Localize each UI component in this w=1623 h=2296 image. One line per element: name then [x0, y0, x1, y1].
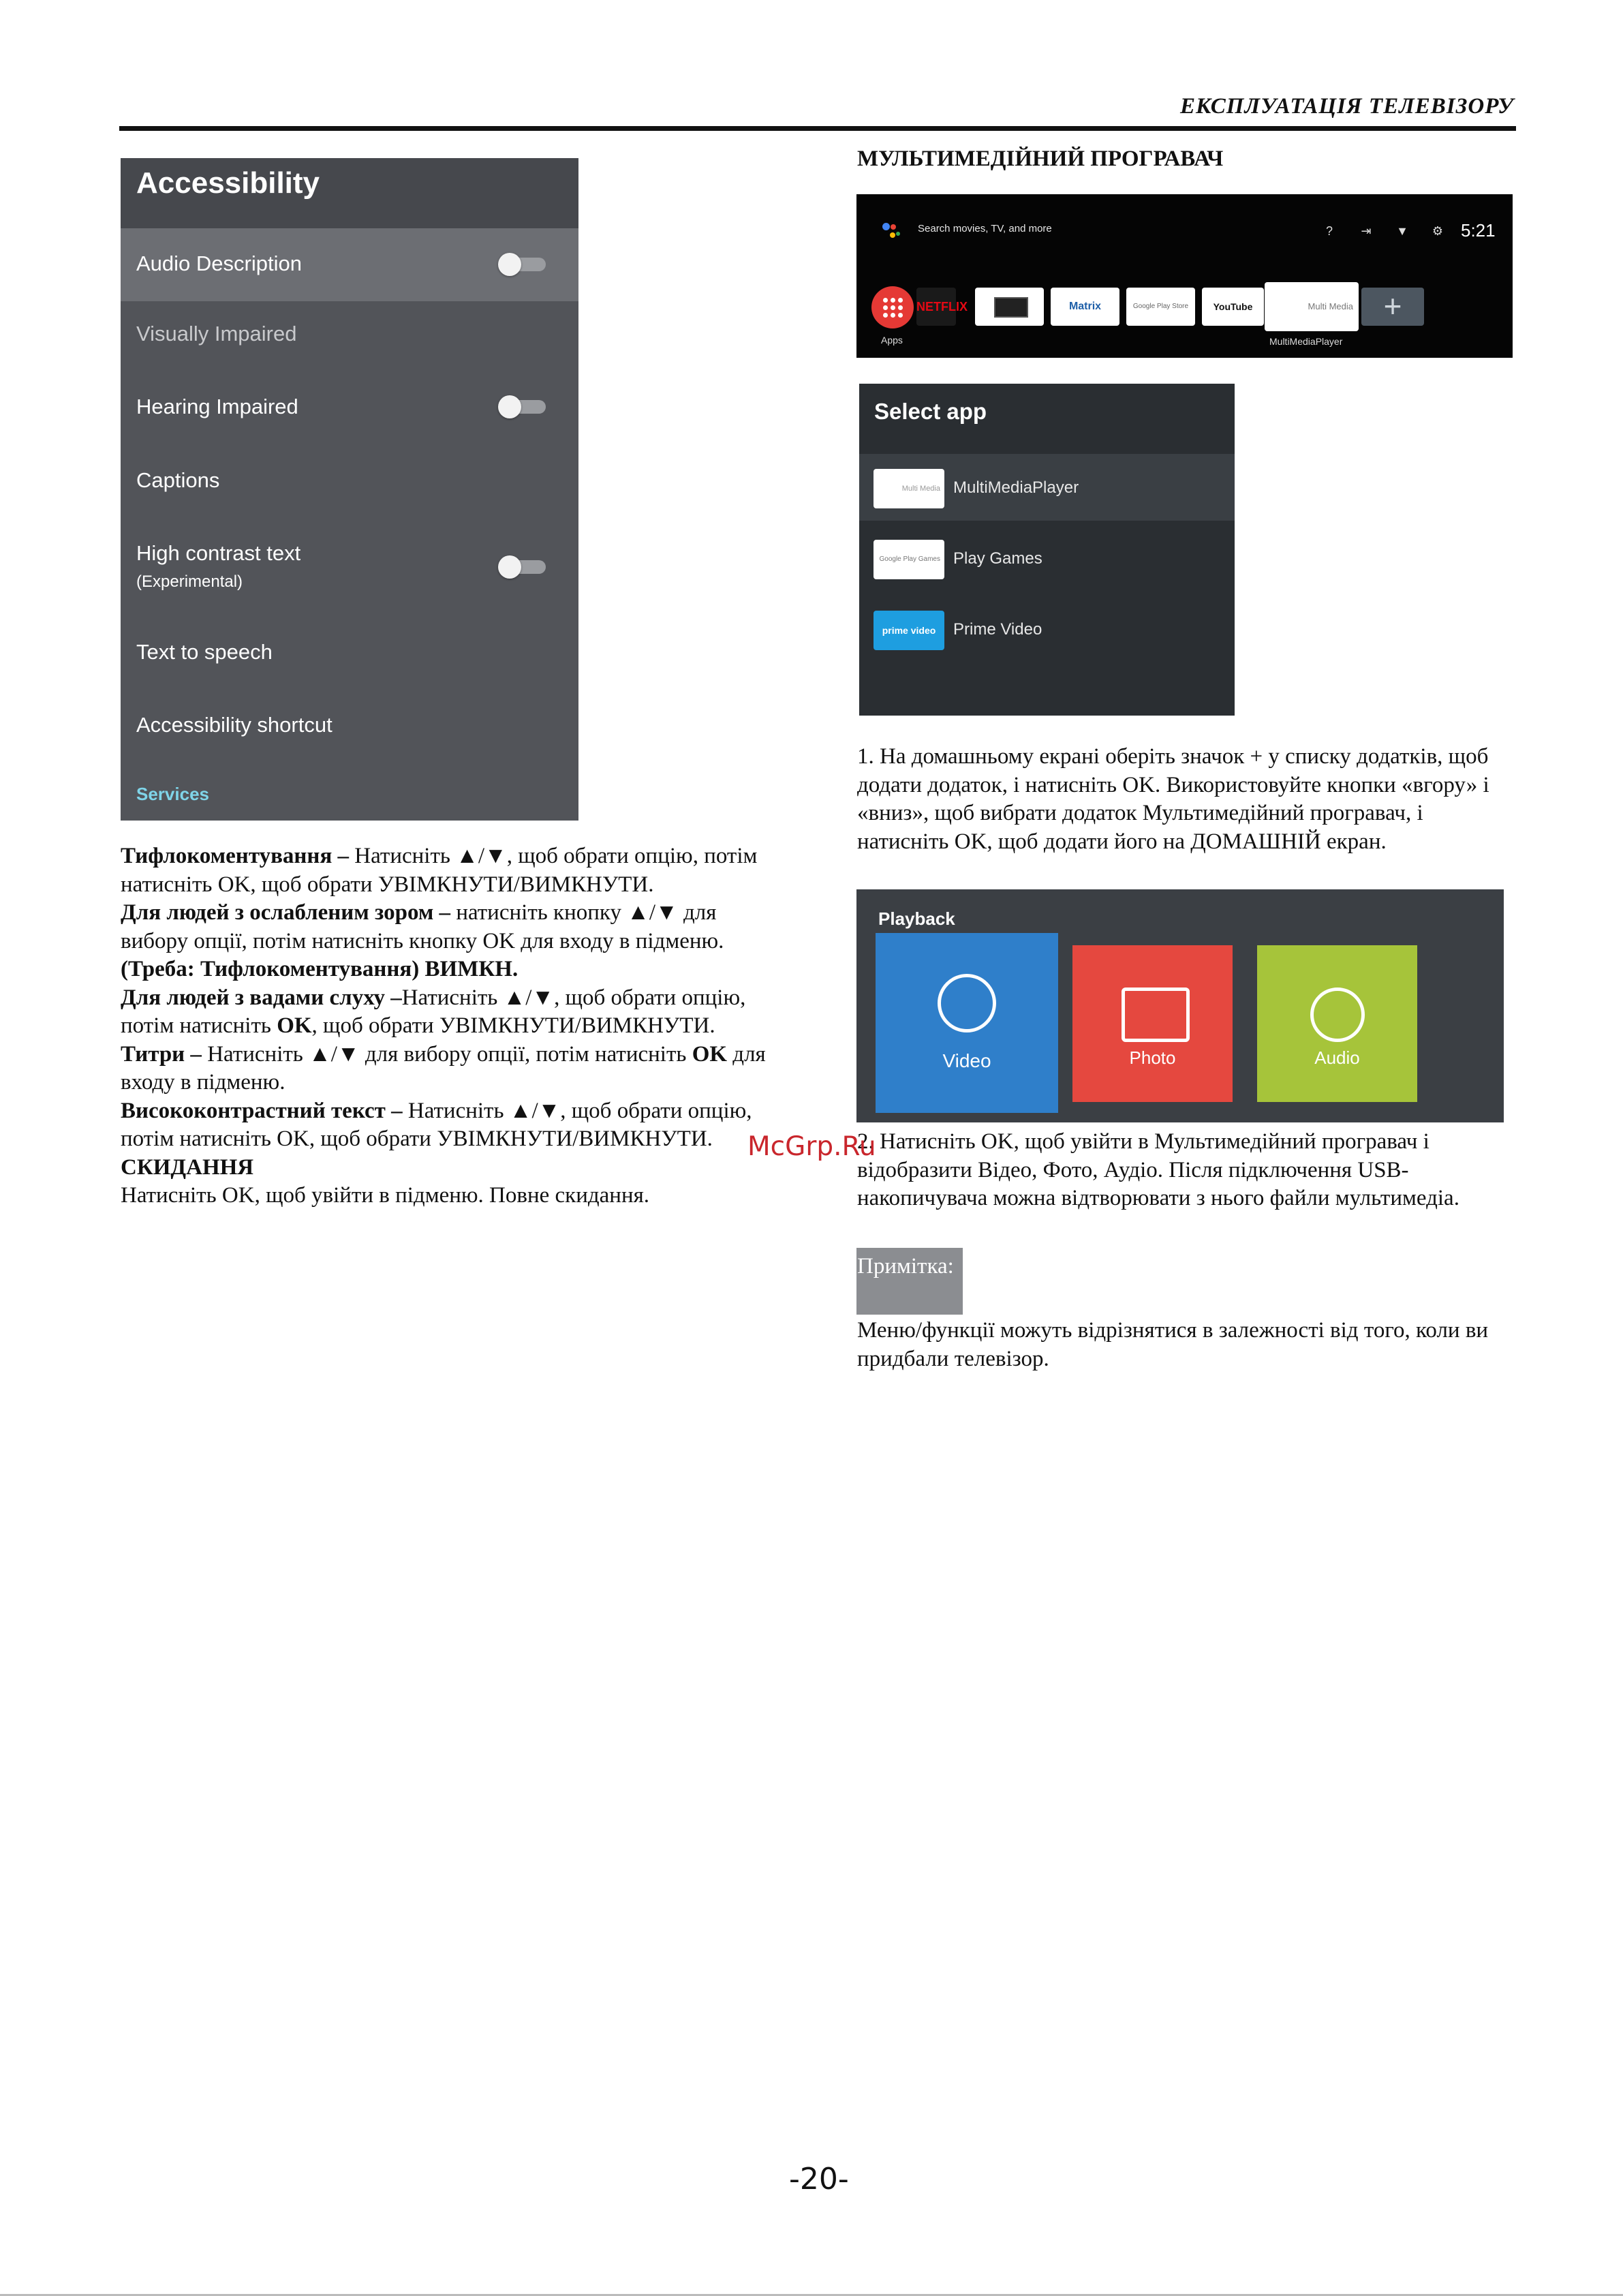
audio-card[interactable] — [1257, 945, 1417, 1102]
menu-item-hearing-impaired[interactable] — [121, 380, 578, 448]
photo-icon — [1122, 988, 1190, 1042]
menu-item-label: Hearing Impaired — [136, 395, 298, 418]
paragraph-high-contrast: Висококонтрастний текст – Натисніть ▲/▼, щоб обрати опцію, потім натисніть OK, щоб обрати УВІМКНУТИ/ВИМКНУТИ. — [121, 1098, 752, 1151]
paragraph-reset: Натисніть OK, щоб увійти в підменю. Повне скидання. — [121, 1183, 650, 1208]
matrix-tile[interactable]: Matrix — [1051, 288, 1119, 326]
menu-item-label: Accessibility shortcut — [136, 713, 333, 737]
menu-item-audio-description[interactable] — [121, 228, 578, 301]
paragraph-hearing-impaired: Для людей з вадами слуху –Натисніть ▲/▼, щоб обрати опцію, потім натисніть OK, щоб обрати УВІМКНУТИ/ВИМКНУТИ. — [121, 985, 746, 1038]
settings-gear-icon[interactable]: ⚙ — [1432, 224, 1444, 238]
menu-item-captions[interactable] — [121, 453, 578, 521]
select-app-title: Select app — [874, 399, 987, 424]
clock: 5:21 — [1461, 220, 1496, 241]
paragraph-requirement: (Треба: Тифлокоментування) ВИМКН. — [121, 957, 519, 981]
section-header-title: ЕКСПЛУАТАЦІЯ ТЕЛЕВІЗОРУ — [1179, 94, 1514, 119]
accessibility-description-text — [121, 842, 788, 1210]
menu-item-label: High contrast text — [136, 541, 301, 565]
menu-item-visually-impaired[interactable] — [121, 307, 578, 375]
multimedia-player-tile[interactable]: Multi Media — [1265, 282, 1359, 331]
focused-app-label: MultiMediaPlayer — [1269, 336, 1343, 347]
menu-item-label: Captions — [136, 468, 220, 492]
apps-button[interactable] — [871, 286, 914, 328]
netflix-tile[interactable]: NETFLIX — [916, 288, 956, 326]
select-app-item-prime-video[interactable] — [859, 596, 1235, 662]
step-2-text: 2. Натисніть OK, щоб увійти в Мультимедійний програвач і відобразити Відео, Фото, Аудіо. Після підключення USB-накопичувача можна відтворювати з нього файли мультимедіа. — [857, 1129, 1459, 1210]
paragraph-visually-impaired: Для людей з ослабленим зором – натисніть кнопку ▲/▼ для вибору опції, потім натисніть кнопку OK для входу в підменю. — [121, 900, 724, 953]
select-app-dialog-screenshot — [859, 384, 1235, 716]
search-bar[interactable]: Search movies, TV, and more — [918, 223, 1052, 234]
menu-item-label: Audio Description — [136, 251, 302, 275]
home-screen-screenshot — [856, 194, 1513, 358]
select-app-item-multimediaplayer[interactable] — [859, 454, 1235, 521]
menu-item-accessibility-shortcut[interactable] — [121, 698, 578, 766]
help-icon[interactable]: ? — [1325, 224, 1333, 238]
play-games-app-icon: Google Play Games — [874, 540, 944, 579]
photo-card[interactable] — [1072, 945, 1233, 1102]
page-number: -20- — [789, 2162, 849, 2196]
menu-item-high-contrast-text[interactable] — [121, 526, 578, 622]
accessibility-menu-title: Accessibility — [121, 158, 578, 228]
hearing-impaired-toggle[interactable] — [498, 397, 547, 417]
high-contrast-toggle[interactable] — [498, 557, 547, 577]
google-play-store-tile[interactable]: Google Play Store — [1126, 288, 1195, 326]
select-app-item-play-games[interactable] — [859, 525, 1235, 592]
video-camera-icon — [938, 974, 996, 1032]
audio-description-toggle[interactable] — [498, 254, 547, 275]
paragraph-reset-heading: СКИДАННЯ — [121, 1154, 254, 1180]
photo-card-label: Photo — [1129, 1047, 1176, 1068]
tv-tile[interactable] — [975, 288, 1044, 326]
audio-card-label: Audio — [1314, 1047, 1360, 1068]
youtube-tile[interactable]: YouTube — [1202, 288, 1264, 326]
menu-item-sublabel: (Experimental) — [136, 572, 243, 591]
prime-video-app-icon: prime video — [874, 611, 944, 650]
wifi-icon: ▼ — [1396, 224, 1408, 238]
menu-item-text-to-speech[interactable] — [121, 625, 578, 693]
select-app-item-label: Prime Video — [953, 620, 1042, 639]
video-card[interactable] — [876, 933, 1058, 1113]
multimedia-app-icon: Multi Media — [874, 469, 944, 508]
services-section-label: Services — [136, 784, 209, 804]
play-icon — [1310, 988, 1365, 1042]
select-app-item-label: Play Games — [953, 549, 1042, 568]
select-app-item-label: MultiMediaPlayer — [953, 478, 1079, 497]
note-text: Меню/функції можуть відрізнятися в залежності від того, коли ви придбали телевізор. — [857, 1318, 1489, 1371]
step-1-text: 1. На домашньому екрані оберіть значок + у списку додатків, щоб додати додаток, і натисніть OK. Використовуйте кнопки «вгору» і «вниз», щоб вибрати додаток Мультимедійний програвач, і натисніть OK, щоб додати його на ДОМАШНІЙ екран. — [857, 744, 1489, 854]
input-source-icon[interactable]: ⇥ — [1361, 224, 1372, 238]
header-rule — [119, 126, 1516, 131]
note-label: Примітка: — [857, 1254, 954, 1279]
paragraph-captions: Титри – Натисніть ▲/▼ для вибору опції, потім натисніть OK для входу в підменю. — [121, 1041, 766, 1095]
paragraph-audio-description: Тифлокоментування – Натисніть ▲/▼, щоб обрати опцію, потім натисніть OK, щоб обрати УВІМКНУТИ/ВИМКНУТИ. — [121, 844, 758, 897]
video-card-label: Video — [942, 1050, 991, 1071]
add-app-button[interactable]: + — [1361, 288, 1424, 326]
menu-item-label: Text to speech — [136, 640, 273, 664]
menu-item-label: Visually Impaired — [136, 322, 297, 346]
accessibility-menu-screenshot — [121, 158, 578, 821]
watermark: McGrp.Ru — [747, 1131, 876, 1162]
playback-screen-screenshot — [856, 889, 1504, 1122]
apps-label: Apps — [881, 335, 903, 346]
multimedia-player-heading: МУЛЬТИМЕДІЙНИЙ ПРОГРАВАЧ — [857, 147, 1224, 171]
google-assistant-icon — [882, 223, 890, 230]
playback-title: Playback — [878, 908, 955, 929]
